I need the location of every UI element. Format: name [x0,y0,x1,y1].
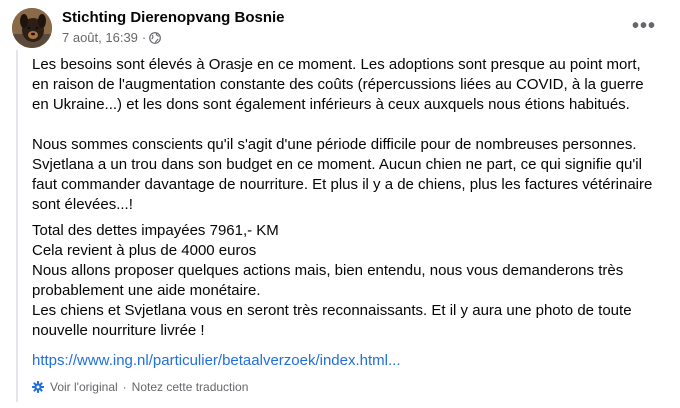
text-line: Nous allons proposer quelques actions mais, bien entendu, nous vous demanderons très [32,262,624,279]
text-line: Les chiens et Svjetlana vous en seront très reconnaissants. Et il y aura une photo de toute [32,302,632,319]
post-body [32,55,662,341]
rate-translation-link[interactable]: Notez cette traduction [131,380,249,394]
more-horizontal-icon: ••• [631,15,656,37]
post-paragraph [32,55,662,115]
text-line: probablement une aide monétaire. [32,282,261,299]
translation-separator: · [122,380,127,394]
gear-icon[interactable] [32,381,44,393]
avatar[interactable] [12,8,52,48]
meta-separator: · [141,30,147,45]
more-options-button[interactable] [626,12,662,40]
see-original-link[interactable]: Voir l'original [50,380,118,394]
post-paragraph [32,221,662,341]
text-line: Nous sommes conscients qu'il s'agit d'une période difficile pour de nombreuses personnes. [32,136,637,153]
text-line: Cela revient à plus de 4000 euros [32,242,257,259]
text-line: Svjetlana a un trou dans son budget en ce moment. Aucun chien ne part, ce qui signifie qu'il [32,156,642,173]
text-line: Total des dettes impayées 7961,- KM [32,222,279,239]
dog-avatar-image [12,8,52,48]
text-line: Les besoins sont élevés à Orasje en ce moment. Les adoptions sont presque au point mort, [32,56,641,73]
text-line: nouvelle nourriture livrée ! [32,322,205,339]
text-line: en raison de l'augmentation constante des coûts (répercussions liées au COVID, à la guerre [32,76,644,93]
quote-bar [16,50,18,402]
payment-link[interactable]: https://www.ing.nl/particulier/betaalverzoek/index.html... [32,352,401,369]
text-line: faut commander davantage de nourriture. Et plus il y a de chiens, plus les factures vétérinaire [32,176,653,193]
post-paragraph [32,135,662,215]
post-meta [62,30,161,45]
post-author[interactable]: Stichting Dierenopvang Bosnie [62,9,285,26]
text-line: en Ukraine...) et les dons sont également inférieurs à ceux auxquels nous étions habitués. [32,96,630,113]
text-line: sont élevées...! [32,196,133,213]
post-timestamp[interactable]: 7 août, 16:39 [62,30,138,45]
globe-icon[interactable] [149,32,161,44]
translation-bar [32,380,248,394]
